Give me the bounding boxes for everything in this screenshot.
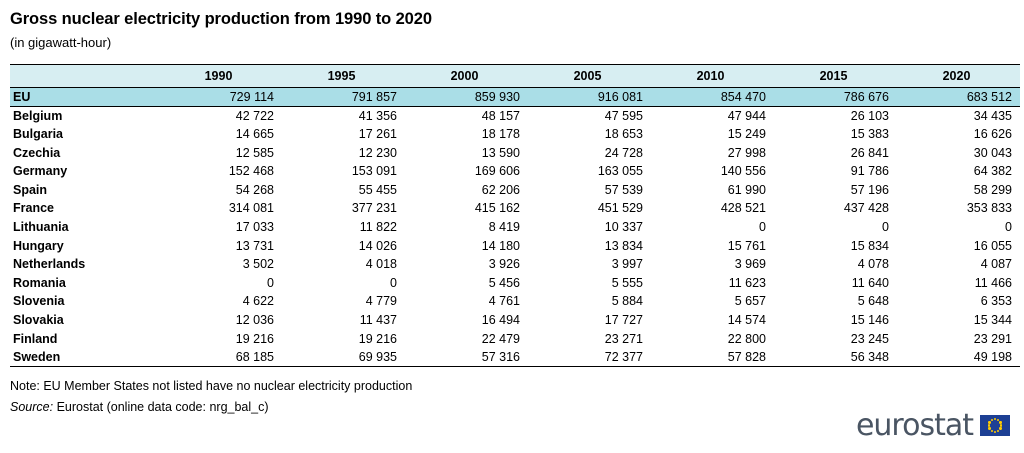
table-row [10,292,1020,311]
cell-value: 12 230 [358,145,397,160]
header-row [10,65,1020,88]
row-label: Slovakia [13,312,64,327]
cell-value: 27 998 [727,145,766,160]
cell-value: 57 196 [850,182,889,197]
cell-value: 23 271 [604,331,643,346]
cell-value: 4 761 [488,294,520,309]
cell-value: 353 833 [966,201,1012,216]
cell-value: 17 727 [604,312,643,327]
row-label: Lithuania [13,219,69,234]
cell-value: 26 103 [850,108,889,123]
row-label: Spain [13,182,48,197]
cell-value: 4 087 [980,257,1012,272]
eurostat-logo-text: eurostat [855,408,973,443]
cell-value: 14 180 [481,238,520,253]
cell-value: 8 419 [488,219,520,234]
cell-value: 54 268 [235,182,274,197]
cell-value: 683 512 [897,88,1020,107]
table-header [10,65,1020,88]
cell-value: 6 353 [980,294,1012,309]
cell-value: 69 935 [282,348,405,367]
cell-value: 30 043 [973,145,1012,160]
row-label: Slovenia [13,294,65,309]
cell-value: 451 529 [597,201,643,216]
table-row [10,125,1020,144]
cell-value: 10 337 [604,219,643,234]
cell-value: 15 761 [727,238,766,253]
cell-value: 152 468 [228,164,274,179]
row-label: Sweden [10,348,159,367]
cell-value: 786 676 [774,88,897,107]
table-row [10,162,1020,181]
cell-value: 23 291 [973,331,1012,346]
column-header-1990: 1990 [159,65,282,88]
nuclear-production-table [10,64,1020,367]
cell-value: 12 036 [235,312,274,327]
cell-value: 34 435 [973,108,1012,123]
cell-value: 415 162 [474,201,520,216]
column-header-corner [10,65,159,88]
source-label: Source: [10,399,54,414]
footnote: Note: EU Member States not listed have no nuclear electricity production [10,378,413,393]
cell-value: 18 178 [481,126,520,141]
column-header-1995: 1995 [282,65,405,88]
cell-value: 19 216 [235,331,274,346]
cell-value: 4 622 [242,294,274,309]
table-row [10,218,1020,237]
cell-value: 5 657 [734,294,766,309]
cell-value: 64 382 [973,164,1012,179]
cell-value: 15 249 [727,126,766,141]
table-row [10,255,1020,274]
column-header-2010: 2010 [651,65,774,88]
row-label: Hungary [13,238,64,253]
cell-value: 3 502 [242,257,274,272]
cell-value: 153 091 [351,164,397,179]
cell-value: 57 828 [651,348,774,367]
column-header-2015: 2015 [774,65,897,88]
cell-value: 18 653 [604,126,643,141]
cell-value: 57 539 [604,182,643,197]
cell-value: 13 834 [604,238,643,253]
cell-value: 17 261 [358,126,397,141]
cell-value: 859 930 [405,88,528,107]
cell-value: 12 585 [235,145,274,160]
cell-value: 61 990 [727,182,766,197]
cell-value: 377 231 [351,201,397,216]
cell-value: 0 [267,275,274,290]
source-text: Eurostat (online data code: nrg_bal_c) [56,399,269,414]
cell-value: 62 206 [481,182,520,197]
cell-value: 5 555 [611,275,643,290]
column-header-2000: 2000 [405,65,528,88]
column-header-2005: 2005 [528,65,651,88]
cell-value: 5 884 [611,294,643,309]
table-row [10,273,1020,292]
row-label: Romania [13,275,66,290]
table-row [10,180,1020,199]
cell-value: 48 157 [481,108,520,123]
cell-value: 729 114 [159,88,282,107]
eu-flag-icon [980,415,1010,436]
cell-value: 0 [1005,219,1012,234]
cell-value: 15 383 [850,126,889,141]
cell-value: 57 316 [405,348,528,367]
row-label: EU [10,88,159,107]
table-row [10,88,1020,107]
row-label: France [13,201,54,216]
cell-value: 14 665 [235,126,274,141]
row-label: Finland [13,331,58,346]
cell-value: 13 590 [481,145,520,160]
cell-value: 22 800 [727,331,766,346]
cell-value: 4 078 [857,257,889,272]
cell-value: 428 521 [720,201,766,216]
table-row [10,311,1020,330]
cell-value: 47 944 [727,108,766,123]
page-title: Gross nuclear electricity production from 1990 to 2020 [10,10,432,28]
cell-value: 854 470 [651,88,774,107]
cell-value: 4 018 [365,257,397,272]
table-row [10,329,1020,348]
column-header-2020: 2020 [897,65,1020,88]
cell-value: 0 [759,219,766,234]
cell-value: 13 731 [235,238,274,253]
table-body [10,88,1020,367]
cell-value: 55 455 [358,182,397,197]
cell-value: 19 216 [358,331,397,346]
row-label: Belgium [13,108,63,123]
cell-value: 163 055 [597,164,643,179]
cell-value: 56 348 [774,348,897,367]
cell-value: 140 556 [720,164,766,179]
table-row [10,348,1020,367]
cell-value: 14 026 [358,238,397,253]
cell-value: 22 479 [481,331,520,346]
row-label: Czechia [13,145,61,160]
cell-value: 16 626 [973,126,1012,141]
cell-value: 11 466 [974,275,1012,290]
cell-value: 11 640 [851,275,889,290]
cell-value: 68 185 [159,348,282,367]
cell-value: 49 198 [897,348,1020,367]
row-label: Germany [13,164,68,179]
cell-value: 437 428 [843,201,889,216]
cell-value: 791 857 [282,88,405,107]
cell-value: 11 437 [359,312,397,327]
cell-value: 3 969 [734,257,766,272]
cell-value: 23 245 [850,331,889,346]
cell-value: 16 494 [481,312,520,327]
cell-value: 15 834 [850,238,889,253]
table-row [10,236,1020,255]
row-label: Bulgaria [13,126,64,141]
page-subtitle: (in gigawatt-hour) [10,35,112,50]
cell-value: 11 822 [359,219,397,234]
cell-value: 58 299 [973,182,1012,197]
cell-value: 3 926 [488,257,520,272]
cell-value: 47 595 [604,108,643,123]
cell-value: 0 [882,219,889,234]
eurostat-logo [856,408,1010,443]
table-row [10,199,1020,218]
cell-value: 3 997 [611,257,643,272]
cell-value: 11 623 [728,275,766,290]
table-row [10,143,1020,162]
table-row [10,106,1020,125]
cell-value: 42 722 [235,108,274,123]
cell-value: 26 841 [850,145,889,160]
cell-value: 169 606 [474,164,520,179]
cell-value: 916 081 [528,88,651,107]
cell-value: 5 456 [488,275,520,290]
cell-value: 91 786 [850,164,889,179]
cell-value: 24 728 [604,145,643,160]
cell-value: 0 [390,275,397,290]
cell-value: 15 146 [850,312,889,327]
cell-value: 72 377 [528,348,651,367]
cell-value: 15 344 [973,312,1012,327]
cell-value: 314 081 [228,201,274,216]
cell-value: 4 779 [365,294,397,309]
row-label: Netherlands [13,257,86,272]
cell-value: 5 648 [857,294,889,309]
cell-value: 16 055 [973,238,1012,253]
cell-value: 41 356 [358,108,397,123]
cell-value: 17 033 [235,219,274,234]
cell-value: 14 574 [727,312,766,327]
